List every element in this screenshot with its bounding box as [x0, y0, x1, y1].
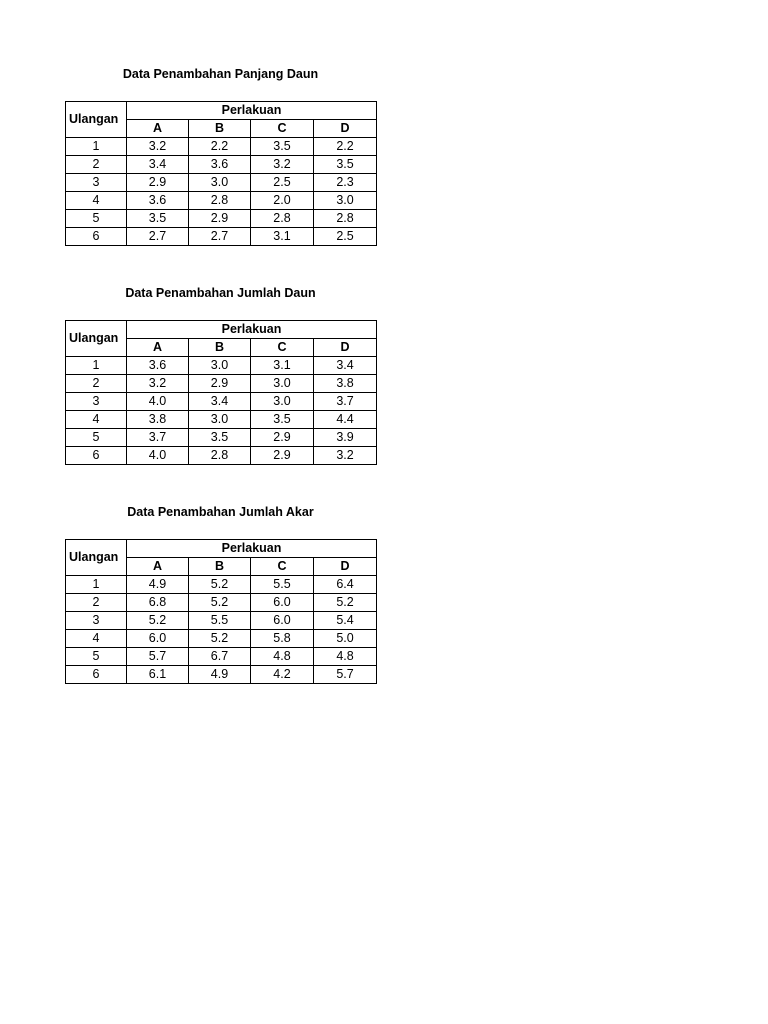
cell: 3.6 [127, 192, 189, 210]
perlakuan-header: Perlakuan [127, 321, 377, 339]
cell: 2.9 [189, 375, 251, 393]
table-row [66, 429, 377, 447]
cell: 2.9 [127, 174, 189, 192]
cell: 3.0 [314, 192, 377, 210]
column-header-d: D [314, 558, 377, 576]
cell: 2.5 [314, 228, 377, 246]
table-row [66, 648, 377, 666]
ulangan-header: Ulangan [66, 540, 127, 576]
table-row [66, 666, 377, 684]
cell: 4.8 [314, 648, 377, 666]
row-id: 6 [66, 666, 127, 684]
row-id: 6 [66, 447, 127, 465]
row-id: 4 [66, 411, 127, 429]
cell: 3.0 [251, 375, 314, 393]
cell: 4.2 [251, 666, 314, 684]
row-id: 3 [66, 612, 127, 630]
ulangan-header: Ulangan [66, 102, 127, 138]
cell: 3.5 [251, 411, 314, 429]
cell: 3.4 [314, 357, 377, 375]
cell: 5.2 [314, 594, 377, 612]
row-id: 4 [66, 192, 127, 210]
cell: 2.8 [314, 210, 377, 228]
cell: 3.0 [189, 357, 251, 375]
cell: 3.2 [127, 138, 189, 156]
column-header-d: D [314, 339, 377, 357]
table-row [66, 192, 377, 210]
cell: 6.0 [251, 594, 314, 612]
table-row [66, 447, 377, 465]
table-row [66, 156, 377, 174]
cell: 6.4 [314, 576, 377, 594]
cell: 5.5 [251, 576, 314, 594]
cell: 3.0 [251, 393, 314, 411]
cell: 3.2 [251, 156, 314, 174]
column-header-d: D [314, 120, 377, 138]
cell: 3.7 [127, 429, 189, 447]
cell: 5.5 [189, 612, 251, 630]
cell: 3.1 [251, 228, 314, 246]
cell: 5.2 [189, 576, 251, 594]
cell: 4.0 [127, 447, 189, 465]
cell: 5.7 [314, 666, 377, 684]
table-row [66, 630, 377, 648]
column-header-b: B [189, 120, 251, 138]
cell: 2.3 [314, 174, 377, 192]
cell: 2.5 [251, 174, 314, 192]
cell: 3.6 [127, 357, 189, 375]
table-row [66, 210, 377, 228]
cell: 3.4 [127, 156, 189, 174]
cell: 3.8 [127, 411, 189, 429]
row-id: 2 [66, 156, 127, 174]
row-id: 3 [66, 174, 127, 192]
table-row [66, 174, 377, 192]
cell: 2.2 [189, 138, 251, 156]
column-header-c: C [251, 339, 314, 357]
table-row [66, 594, 377, 612]
table-title: Data Penambahan Panjang Daun [122, 67, 319, 81]
cell: 5.2 [189, 630, 251, 648]
table-row [66, 411, 377, 429]
data-table-panjang-daun [65, 101, 377, 246]
cell: 4.4 [314, 411, 377, 429]
cell: 3.1 [251, 357, 314, 375]
ulangan-header: Ulangan [66, 321, 127, 357]
header-row [66, 540, 377, 558]
cell: 3.5 [127, 210, 189, 228]
cell: 6.8 [127, 594, 189, 612]
column-header-b: B [189, 558, 251, 576]
cell: 3.0 [189, 411, 251, 429]
row-id: 1 [66, 138, 127, 156]
cell: 4.9 [127, 576, 189, 594]
header-row [66, 321, 377, 339]
table-row [66, 393, 377, 411]
data-table-jumlah-akar [65, 539, 377, 684]
cell: 4.8 [251, 648, 314, 666]
cell: 6.7 [189, 648, 251, 666]
cell: 3.2 [127, 375, 189, 393]
perlakuan-header: Perlakuan [127, 102, 377, 120]
cell: 3.5 [251, 138, 314, 156]
cell: 3.9 [314, 429, 377, 447]
row-id: 1 [66, 576, 127, 594]
cell: 3.5 [189, 429, 251, 447]
perlakuan-header: Perlakuan [127, 540, 377, 558]
cell: 3.2 [314, 447, 377, 465]
cell: 3.0 [189, 174, 251, 192]
cell: 2.9 [251, 447, 314, 465]
row-id: 3 [66, 393, 127, 411]
table-title: Data Penambahan Jumlah Daun [125, 286, 316, 300]
column-header-a: A [127, 120, 189, 138]
cell: 4.0 [127, 393, 189, 411]
header-row [66, 102, 377, 120]
cell: 2.9 [251, 429, 314, 447]
cell: 3.5 [314, 156, 377, 174]
cell: 5.2 [189, 594, 251, 612]
cell: 5.4 [314, 612, 377, 630]
cell: 2.8 [189, 192, 251, 210]
table-row [66, 228, 377, 246]
table-row [66, 357, 377, 375]
row-id: 5 [66, 429, 127, 447]
cell: 6.1 [127, 666, 189, 684]
cell: 2.7 [189, 228, 251, 246]
data-table-jumlah-daun [65, 320, 377, 465]
table-title: Data Penambahan Jumlah Akar [127, 505, 314, 519]
cell: 5.8 [251, 630, 314, 648]
row-id: 1 [66, 357, 127, 375]
cell: 3.7 [314, 393, 377, 411]
row-id: 4 [66, 630, 127, 648]
cell: 3.8 [314, 375, 377, 393]
cell: 5.2 [127, 612, 189, 630]
cell: 5.7 [127, 648, 189, 666]
table-row [66, 576, 377, 594]
cell: 5.0 [314, 630, 377, 648]
cell: 3.6 [189, 156, 251, 174]
cell: 2.7 [127, 228, 189, 246]
row-id: 2 [66, 594, 127, 612]
column-header-c: C [251, 558, 314, 576]
cell: 2.8 [189, 447, 251, 465]
row-id: 2 [66, 375, 127, 393]
cell: 6.0 [251, 612, 314, 630]
cell: 2.0 [251, 192, 314, 210]
row-id: 6 [66, 228, 127, 246]
column-header-a: A [127, 339, 189, 357]
cell: 4.9 [189, 666, 251, 684]
cell: 3.4 [189, 393, 251, 411]
cell: 6.0 [127, 630, 189, 648]
table-row [66, 612, 377, 630]
cell: 2.9 [189, 210, 251, 228]
column-header-a: A [127, 558, 189, 576]
cell: 2.8 [251, 210, 314, 228]
table-row [66, 138, 377, 156]
cell: 2.2 [314, 138, 377, 156]
table-row [66, 375, 377, 393]
row-id: 5 [66, 210, 127, 228]
column-header-c: C [251, 120, 314, 138]
column-header-b: B [189, 339, 251, 357]
row-id: 5 [66, 648, 127, 666]
